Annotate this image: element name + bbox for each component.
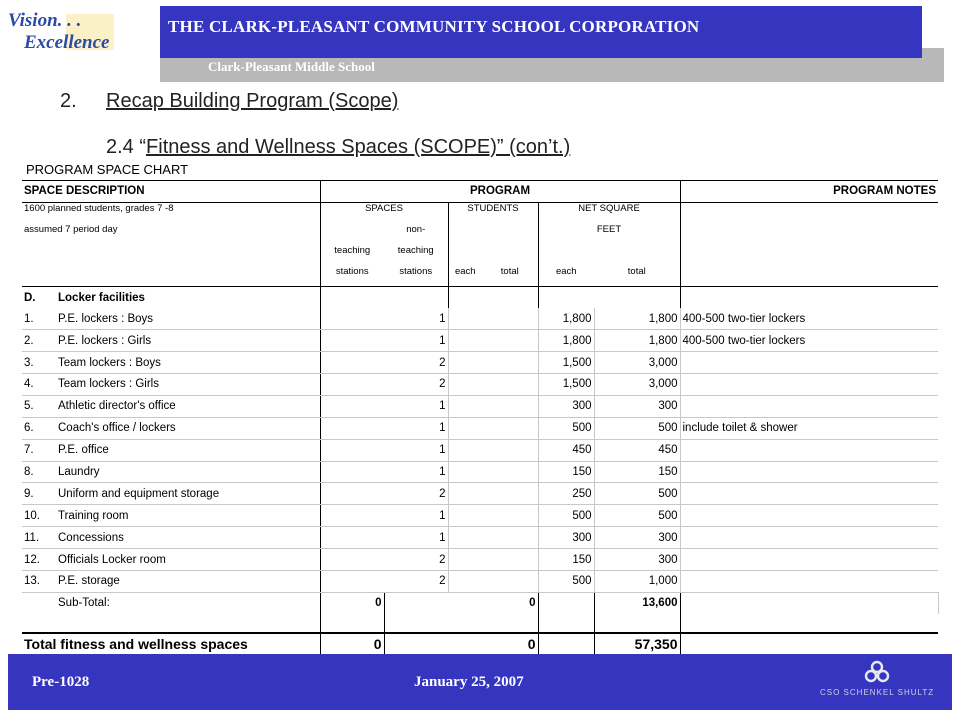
students-total-cell [482,483,538,505]
sqft-total-cell: 300 [594,395,680,417]
program-note-cell [680,352,938,374]
non-teaching-stations-cell: 1 [384,417,448,439]
sub-header-row-3 [22,245,938,266]
table-row [22,571,938,593]
teaching-label: teaching [320,245,384,266]
students-each-cell [448,483,482,505]
section-title: Recap Building Program (Scope) [106,90,399,112]
subsection-heading [106,136,570,159]
logo-text-excellence: Excellence [24,32,110,53]
cso-trefoil-icon [862,660,892,689]
row-number: 6. [22,417,56,439]
document-date: January 25, 2007 [414,674,524,690]
spacer-row [22,614,938,633]
feet-label: FEET [538,224,680,245]
non-teaching-stations-cell: 2 [384,352,448,374]
row-description: Officials Locker room [56,549,320,571]
program-note-cell [680,395,938,417]
teaching-stations-cell [320,374,384,396]
sqft-total-cell: 150 [594,461,680,483]
students-total-cell [482,549,538,571]
subtotal-row [22,592,938,613]
students-each-cell [448,330,482,352]
sqft-each-cell: 300 [538,527,594,549]
row-number: 12. [22,549,56,571]
assumption-row-2 [22,224,938,245]
net-square-feet-subheader: NET SQUARE [538,202,680,223]
non-teaching-stations-cell: 1 [384,330,448,352]
sqft-total-cell: 300 [594,527,680,549]
table-row [22,505,938,527]
non-teaching-stations-cell: 1 [384,308,448,329]
non-teaching-label-2: teaching [397,244,434,256]
total-students-label: total [482,266,538,287]
row-number: 5. [22,395,56,417]
grand-total-row [22,633,938,656]
table-row [22,374,938,396]
table-row [22,439,938,461]
students-total-cell [482,461,538,483]
section-heading [60,90,398,113]
teaching-stations-cell [320,571,384,593]
students-each-cell [448,417,482,439]
sqft-each-cell: 1,800 [538,308,594,329]
row-description: Team lockers : Boys [56,352,320,374]
students-each-cell [448,308,482,329]
assumption-line-1: 1600 planned students, grades 7 -8 [24,202,174,214]
sqft-each-cell: 1,500 [538,352,594,374]
row-number: 10. [22,505,56,527]
sqft-each-cell: 1,500 [538,374,594,396]
teaching-stations-cell [320,395,384,417]
students-each-cell [448,549,482,571]
sqft-each-cell: 450 [538,439,594,461]
sqft-each-cell: 150 [538,461,594,483]
sqft-total-cell: 1,800 [594,308,680,329]
row-number: 2. [22,330,56,352]
sqft-total-cell: 3,000 [594,352,680,374]
teaching-stations-cell [320,505,384,527]
row-description: Coach's office / lockers [56,417,320,439]
program-header: PROGRAM [320,181,680,203]
row-description: Training room [56,505,320,527]
teaching-stations-cell [320,549,384,571]
logo-text-vision: Vision. . . [8,10,82,31]
grand-total-sqft: 57,350 [594,633,680,656]
row-description: Uniform and equipment storage [56,483,320,505]
sqft-each-cell: 150 [538,549,594,571]
non-teaching-stations-cell: 1 [384,395,448,417]
corporation-title: THE CLARK-PLEASANT COMMUNITY SCHOOL CORPORATION [168,17,700,36]
table-row [22,395,938,417]
non-teaching-stations-cell: 2 [384,549,448,571]
students-total-cell [482,395,538,417]
students-total-cell [482,417,538,439]
school-name: Clark-Pleasant Middle School [208,59,375,74]
sqft-each-cell: 250 [538,483,594,505]
row-description: Athletic director's office [56,395,320,417]
sqft-each-cell: 500 [538,571,594,593]
chart-title: PROGRAM SPACE CHART [26,162,189,177]
students-total-cell [482,374,538,396]
assumption-row-1 [22,202,938,223]
row-number: 4. [22,374,56,396]
row-number: 9. [22,483,56,505]
students-each-cell [448,395,482,417]
spaces-subheader: SPACES [320,202,448,223]
row-description: P.E. lockers : Boys [56,308,320,329]
stations-label-1: stations [320,266,384,287]
grand-total-students: 0 [482,633,538,656]
sqft-total-cell: 1,800 [594,330,680,352]
row-number: 11. [22,527,56,549]
subtotal-students: 0 [529,597,536,610]
students-total-cell [482,527,538,549]
sub-header-row-4 [22,266,938,287]
stations-label-2: stations [384,266,448,287]
students-total-cell [482,330,538,352]
sqft-total-cell: 500 [594,417,680,439]
subtotal-teaching: 0 [320,592,384,613]
students-total-cell [482,308,538,329]
students-total-cell [482,352,538,374]
teaching-stations-cell [320,483,384,505]
space-description-header: SPACE DESCRIPTION [22,181,320,203]
non-teaching-label-1: non- [406,223,426,235]
program-note-cell [680,439,938,461]
non-teaching-stations-cell: 1 [384,505,448,527]
program-notes-header: PROGRAM NOTES [680,181,938,203]
program-note-cell [680,571,938,593]
program-note-cell: include toilet & shower [680,417,938,439]
students-each-cell [448,461,482,483]
non-teaching-stations-cell: 2 [384,483,448,505]
program-note-cell [680,549,938,571]
teaching-stations-cell [320,461,384,483]
total-sqft-label: total [594,266,680,287]
sqft-total-cell: 450 [594,439,680,461]
students-each-cell [448,505,482,527]
sqft-total-cell: 500 [594,505,680,527]
sqft-each-cell: 500 [538,417,594,439]
section-number: 2. [60,90,77,112]
table-row [22,352,938,374]
row-description: P.E. storage [56,571,320,593]
row-description: P.E. office [56,439,320,461]
grand-total-label: Total fitness and wellness spaces [22,633,320,656]
row-number: 7. [22,439,56,461]
row-number: 8. [22,461,56,483]
non-teaching-stations-cell: 2 [384,374,448,396]
teaching-stations-cell [320,330,384,352]
section-letter: D. [24,291,36,304]
assumption-line-2: assumed 7 period day [24,223,118,235]
row-number: 13. [22,571,56,593]
table-row [22,417,938,439]
students-each-cell [448,352,482,374]
program-space-chart [22,180,939,657]
sqft-each-cell: 500 [538,505,594,527]
students-each-cell [448,374,482,396]
students-each-cell [448,439,482,461]
row-description: Concessions [56,527,320,549]
sqft-total-cell: 1,000 [594,571,680,593]
subsection-title: Fitness and Wellness Spaces (SCOPE)” (con’t.) [146,136,571,158]
sqft-total-cell: 300 [594,549,680,571]
sqft-each-cell: 1,800 [538,330,594,352]
grand-total-teaching: 0 [320,633,384,656]
subtotal-sqft: 13,600 [594,592,680,613]
program-note-cell [680,527,938,549]
program-note-cell: 400-500 two-tier lockers [680,330,938,352]
program-note-cell [680,483,938,505]
non-teaching-stations-cell: 2 [384,571,448,593]
table-row [22,461,938,483]
row-description: Laundry [56,461,320,483]
table-row [22,308,938,329]
row-description: P.E. lockers : Girls [56,330,320,352]
subsection-number: 2.4 “ [106,136,147,158]
students-subheader: STUDENTS [448,202,538,223]
students-total-cell [482,439,538,461]
teaching-stations-cell [320,308,384,329]
sqft-total-cell: 500 [594,483,680,505]
table-row [22,330,938,352]
table-row [22,527,938,549]
non-teaching-stations-cell: 1 [384,439,448,461]
sqft-each-cell: 300 [538,395,594,417]
sqft-total-cell: 3,000 [594,374,680,396]
cso-brand-text: CSO SCHENKEL SHULTZ [820,688,935,697]
program-note-cell [680,374,938,396]
students-each-cell [448,527,482,549]
subtotal-label: Sub-Total: [58,597,110,610]
table-row [22,483,938,505]
program-note-cell [680,505,938,527]
row-number: 3. [22,352,56,374]
column-header-row [22,181,938,203]
each-sqft-label: each [538,266,594,287]
non-teaching-stations-cell: 1 [384,461,448,483]
teaching-stations-cell [320,439,384,461]
each-students-label: each [448,266,482,287]
row-number: 1. [22,308,56,329]
section-row [22,287,938,308]
teaching-stations-cell [320,417,384,439]
teaching-stations-cell [320,352,384,374]
section-name: Locker facilities [58,291,145,304]
vision-excellence-logo [6,6,118,54]
non-teaching-stations-cell: 1 [384,527,448,549]
program-note-cell [680,461,938,483]
row-description: Team lockers : Girls [56,374,320,396]
students-total-cell [482,571,538,593]
table-row [22,549,938,571]
program-note-cell: 400-500 two-tier lockers [680,308,938,329]
teaching-stations-cell [320,527,384,549]
students-total-cell [482,505,538,527]
document-code: Pre-1028 [32,674,90,690]
students-each-cell [448,571,482,593]
